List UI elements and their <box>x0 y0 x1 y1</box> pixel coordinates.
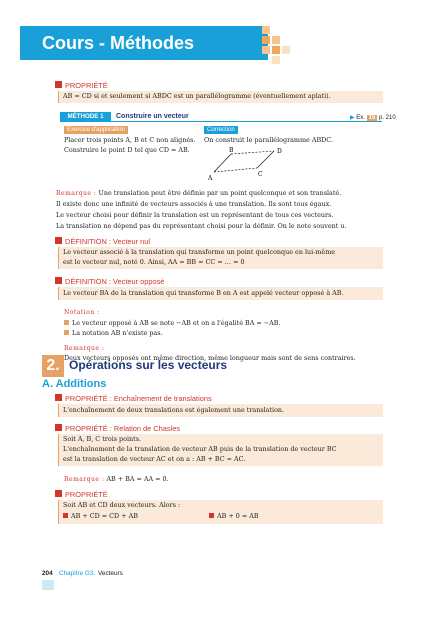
method-title: Construire un vecteur <box>116 113 189 120</box>
section-number: 2. <box>42 355 64 377</box>
chapter-label: Chapitre G3. <box>59 570 96 577</box>
definition-box-null <box>58 247 383 269</box>
section-title: Opérations sur les vecteurs <box>69 358 228 372</box>
point-label-b: B <box>229 147 234 154</box>
point-label-c: C <box>258 171 263 178</box>
point-label-a: A <box>208 175 213 182</box>
property-chain-text: L'enchaînement de deux translations est également une translation. <box>63 406 285 414</box>
remark-line-1: Remarque : Une translation peut être définie par un point quelconque et son translaté. <box>56 189 342 197</box>
definition-heading-null: DÉFINITION : Vecteur nul <box>55 237 150 246</box>
exercise-tag: Exercice d'application <box>64 126 128 134</box>
footer-decor <box>42 580 54 590</box>
property-heading-4: PROPRIÉTÉ <box>55 490 108 499</box>
correction-line: On construit le parallélogramme ABDC. <box>204 136 333 144</box>
notation-item-1: Le vecteur opposé à AB se note −AB et on a l'égalité BA = −AB. <box>64 319 280 328</box>
property-text: AB = CD si et seulement si ABDC est un parallélogramme (éventuellement aplati). <box>63 92 331 100</box>
exercise-line-2: Construire le point D tel que CD = AB. <box>64 146 190 154</box>
remark-2-label: Remarque : <box>64 345 105 352</box>
remark-line-4: La translation ne dépend pas du représentant choisi pour la définir. On le note souvent u. <box>56 222 347 230</box>
chasles-line-2: L'enchaînement de la translation de vecteur AB puis de la translation de vecteur BC <box>63 445 337 453</box>
property-box-chasles <box>58 434 383 466</box>
property-4-item-2: AB + 0 = AB <box>209 512 259 521</box>
correction-tag: Correction <box>204 126 238 134</box>
chapter-subject: Vecteurs <box>98 570 123 577</box>
property-box-4 <box>58 500 383 524</box>
parallelogram-figure <box>200 146 310 182</box>
remark-line-2: Il existe donc une infinité de vecteurs associés à une translation. Ils sont tous égaux. <box>56 200 332 208</box>
property-heading-chain: PROPRIÉTÉ : Enchaînement de translations <box>55 394 212 403</box>
definition-box-opposite <box>58 287 383 300</box>
notation-item-2: La notation AB n'existe pas. <box>64 329 163 338</box>
definition-heading-opposite: DÉFINITION : Vecteur opposé <box>55 277 164 286</box>
remark-line-3: Le vecteur choisi pour définir la translation est un représentant de tous ces vecteurs. <box>56 211 334 219</box>
definition-null-line-2: est le vecteur nul, noté 0. Ainsi, AA = BB = CC = … = 0 <box>63 258 245 266</box>
chasles-line-3: est la translation de vecteur AC et on a : AB + BC = AC. <box>63 455 246 463</box>
definition-null-line-1: Le vecteur associé à la translation qui transforme un point quelconque en lui-même <box>63 248 336 256</box>
property-4-item-1: AB + CD = CD + AB <box>63 512 138 521</box>
property-box <box>58 91 383 103</box>
subsection-title: A. Additions <box>42 378 107 390</box>
page-title: Cours - Méthodes <box>42 33 195 53</box>
property-4-line: Soit AB et CD deux vecteurs. Alors : <box>63 501 181 509</box>
remark-3: Remarque : AB + BA = AA = 0. <box>64 475 169 483</box>
remark-2-text: Deux vecteurs opposés ont même direction, même longueur mais sont de sens contraires. <box>64 354 356 362</box>
chasles-line-1: Soit A, B, C trois points. <box>63 435 142 443</box>
arrow-right-icon: ▶ <box>350 115 355 121</box>
exercise-reference[interactable]: ▶ Ex. 15 p. 210 <box>350 115 396 121</box>
method-tag: MÉTHODE 1 <box>60 112 111 121</box>
definition-opposite-text: Le vecteur BA de la translation qui transforme B en A est appelé vecteur opposé à AB. <box>63 289 344 297</box>
property-heading-chasles: PROPRIÉTÉ : Relation de Chasles <box>55 424 180 433</box>
point-label-d: D <box>277 148 282 155</box>
page-number: 204 <box>42 570 53 577</box>
exercise-line-1: Placer trois points A, B et C non alignés. <box>64 136 196 144</box>
property-heading: PROPRIÉTÉ <box>55 81 108 90</box>
property-box-chain <box>58 404 383 417</box>
notation-label: Notation : <box>64 309 100 316</box>
